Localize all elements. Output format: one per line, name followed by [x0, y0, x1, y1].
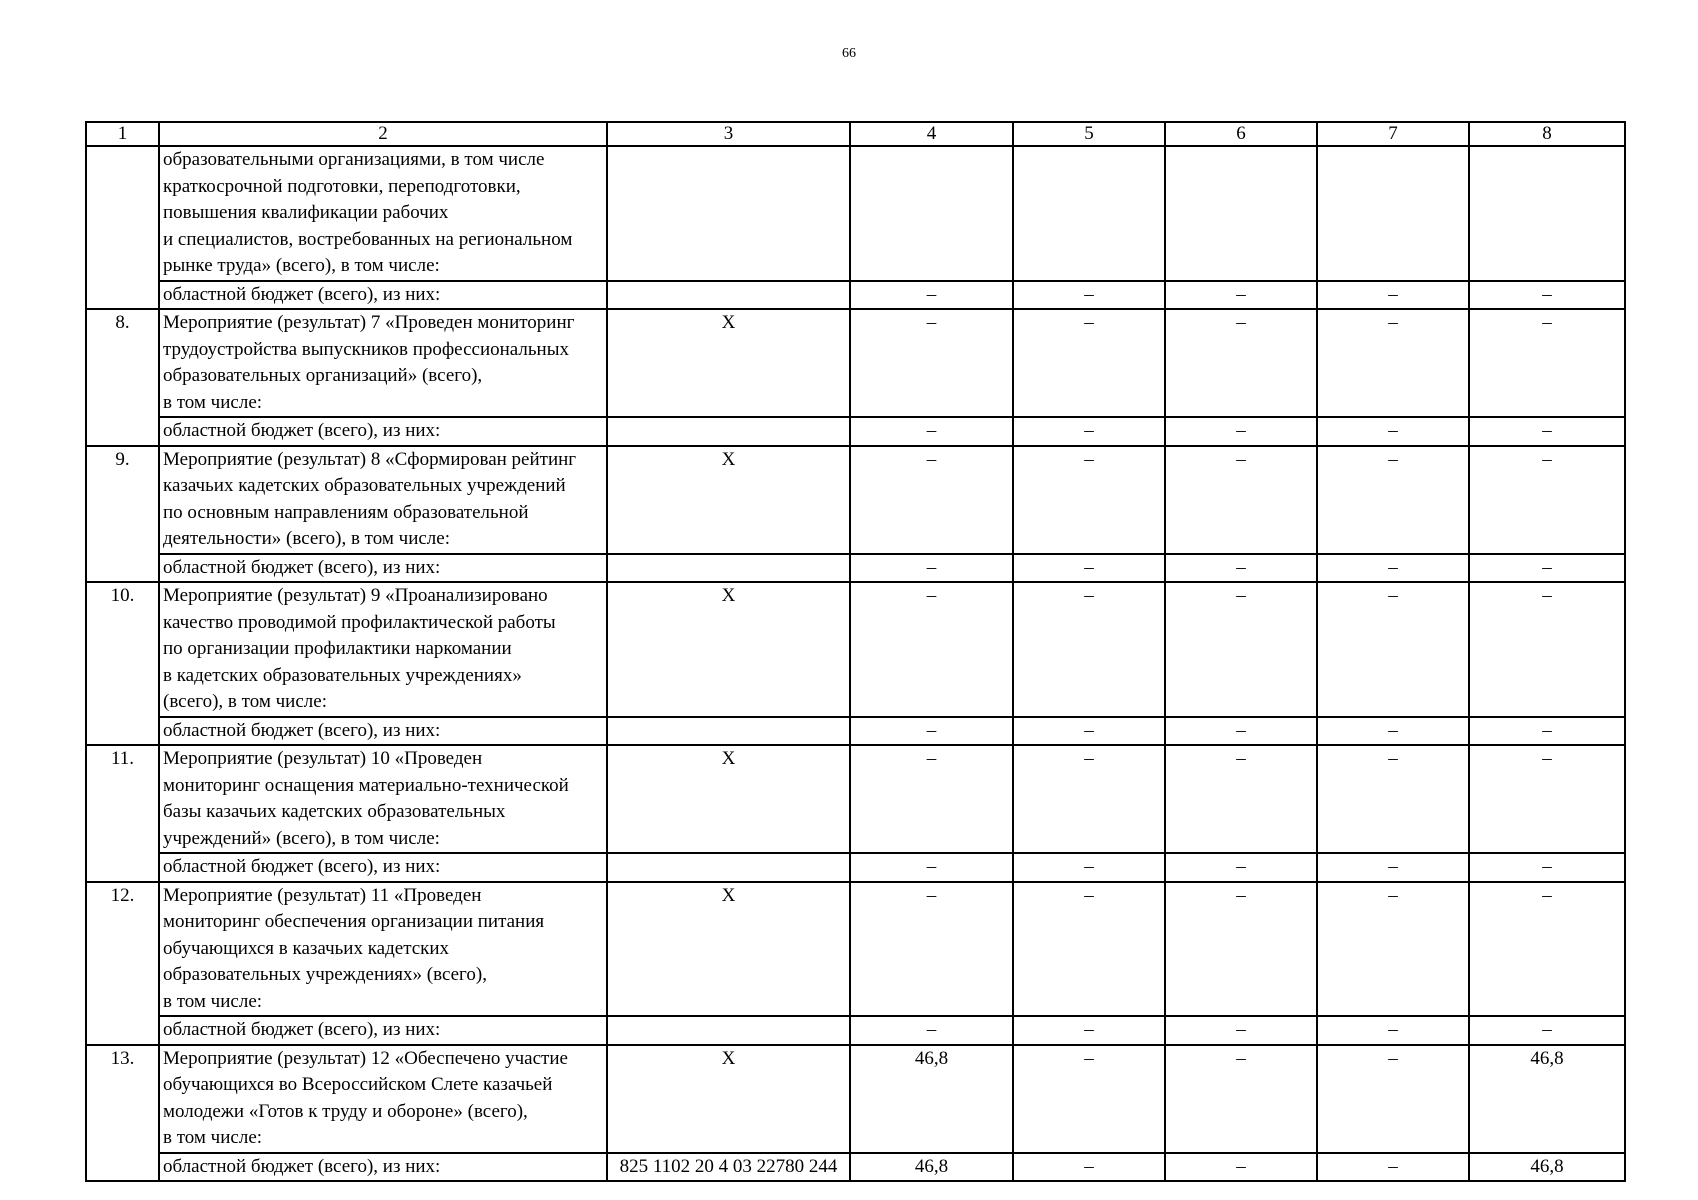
subrow-label: областной бюджет (всего), из них:: [159, 417, 607, 446]
header-cell-8: 8: [1469, 122, 1625, 146]
subrow-label: областной бюджет (всего), из них:: [159, 717, 607, 746]
code-cell: Х: [607, 882, 850, 1017]
value-cell: –: [1317, 446, 1469, 554]
description-line: краткосрочной подготовки, переподготовки,: [163, 175, 521, 197]
table-row: [86, 1045, 1625, 1153]
value-cell: –: [850, 745, 1013, 853]
value-cell: 46,8: [850, 1153, 1013, 1182]
value-cell: –: [1317, 1016, 1469, 1045]
subrow-label: областной бюджет (всего), из них:: [159, 281, 607, 310]
table-subrow: [86, 417, 1625, 446]
row-number-cell: [86, 146, 159, 309]
value-cell: –: [1013, 745, 1165, 853]
activity-description: [159, 745, 607, 853]
code-cell: Х: [607, 745, 850, 853]
table-row: [86, 582, 1625, 717]
header-cell-6: 6: [1165, 122, 1317, 146]
table-subrow: [86, 554, 1625, 583]
value-cell: –: [1013, 1153, 1165, 1182]
description-line: в том числе:: [163, 1127, 263, 1148]
value-cell: –: [1013, 281, 1165, 310]
code-cell: Х: [607, 1045, 850, 1153]
value-cell: [1317, 146, 1469, 281]
description-line: Мероприятие (результат) 7 «Проведен мониторинг: [163, 312, 575, 333]
value-cell: –: [1013, 1016, 1165, 1045]
code-cell: 825 1102 20 4 03 22780 244: [607, 1153, 850, 1182]
value-cell: –: [850, 717, 1013, 746]
value-cell: –: [1013, 554, 1165, 583]
description-line: (всего), в том числе:: [163, 691, 327, 712]
value-cell: –: [1013, 417, 1165, 446]
value-cell: –: [1165, 309, 1317, 417]
value-cell: 46,8: [850, 1045, 1013, 1153]
description-line: Мероприятие (результат) 12 «Обеспечено участие: [163, 1047, 568, 1069]
value-cell: –: [1469, 882, 1625, 1017]
description-line: повышения квалификации рабочих: [163, 202, 449, 223]
table-row: [86, 446, 1625, 554]
description-line: мониторинг оснащения материально-технической: [163, 774, 569, 796]
description-line: качество проводимой профилактической работы: [163, 611, 556, 633]
table-row: [86, 745, 1625, 853]
table-subrow: [86, 853, 1625, 882]
header-row: [86, 122, 1625, 146]
value-cell: –: [1469, 1016, 1625, 1045]
description-line: обучающихся во Всероссийском Слете казачьей: [163, 1074, 553, 1095]
description-line: по организации профилактики наркомании: [163, 638, 512, 659]
row-number: 12.: [86, 882, 159, 1045]
value-cell: –: [850, 309, 1013, 417]
value-cell: –: [1317, 882, 1469, 1017]
header-cell-2: 2: [159, 122, 607, 146]
description-line: молодежи «Готов к труду и обороне» (всего),: [163, 1100, 528, 1122]
value-cell: –: [1165, 882, 1317, 1017]
subrow-label: областной бюджет (всего), из них:: [159, 1153, 607, 1182]
value-cell: –: [1165, 1045, 1317, 1153]
row-number: 9.: [86, 446, 159, 583]
value-cell: –: [1165, 554, 1317, 583]
code-cell: Х: [607, 582, 850, 717]
description-line: Мероприятие (результат) 10 «Проведен: [163, 748, 483, 769]
value-cell: –: [1469, 309, 1625, 417]
activity-description: [159, 146, 607, 281]
activity-description: [159, 582, 607, 717]
value-cell: –: [1013, 882, 1165, 1017]
value-cell: –: [850, 446, 1013, 554]
value-cell: –: [1469, 745, 1625, 853]
description-line: мониторинг обеспечения организации питания: [163, 911, 545, 932]
description-line: базы казачьих кадетских образовательных: [163, 801, 506, 822]
code-cell: [607, 281, 850, 310]
value-cell: –: [1469, 717, 1625, 746]
value-cell: –: [1165, 417, 1317, 446]
value-cell: –: [1165, 1016, 1317, 1045]
row-number: 13.: [86, 1045, 159, 1182]
header-cell-7: 7: [1317, 122, 1469, 146]
value-cell: –: [850, 882, 1013, 1017]
page-number: 66: [842, 46, 856, 61]
description-line: Мероприятие (результат) 11 «Проведен: [163, 884, 482, 906]
value-cell: –: [1317, 309, 1469, 417]
value-cell: –: [1469, 281, 1625, 310]
value-cell: –: [1317, 582, 1469, 717]
description-line: и специалистов, востребованных на региональном: [163, 228, 573, 250]
description-line: образовательных организаций» (всего),: [163, 365, 483, 386]
table-row: [86, 309, 1625, 417]
value-cell: –: [1317, 1045, 1469, 1153]
value-cell: –: [1165, 582, 1317, 717]
row-number: 11.: [86, 745, 159, 882]
table-subrow-continuation: [86, 281, 1625, 310]
value-cell: –: [1317, 281, 1469, 310]
value-cell: –: [850, 853, 1013, 882]
description-line: Мероприятие (результат) 9 «Проанализировано: [163, 585, 548, 606]
description-line: в том числе:: [163, 990, 263, 1012]
subrow-label: областной бюджет (всего), из них:: [159, 853, 607, 882]
value-cell: –: [1317, 554, 1469, 583]
value-cell: –: [1317, 853, 1469, 882]
table-subrow: [86, 717, 1625, 746]
budget-table: [85, 121, 1626, 1182]
value-cell: –: [1165, 717, 1317, 746]
value-cell: –: [1317, 745, 1469, 853]
value-cell: [1469, 146, 1625, 281]
value-cell: –: [850, 1016, 1013, 1045]
description-line: трудоустройства выпускников профессиональных: [163, 338, 569, 360]
value-cell: 46,8: [1469, 1045, 1625, 1153]
value-cell: –: [1013, 717, 1165, 746]
value-cell: –: [1317, 1153, 1469, 1182]
table-row-continuation: [86, 146, 1625, 281]
row-number: 8.: [86, 309, 159, 446]
description-line: Мероприятие (результат) 8 «Сформирован рейтинг: [163, 448, 577, 470]
activity-description: [159, 446, 607, 554]
table-row: [86, 882, 1625, 1017]
description-line: в том числе:: [163, 391, 263, 413]
code-cell: [607, 1016, 850, 1045]
header-cell-5: 5: [1013, 122, 1165, 146]
description-line: образовательными организациями, в том числе: [163, 149, 545, 170]
header-cell-4: 4: [850, 122, 1013, 146]
code-cell: [607, 146, 850, 281]
value-cell: –: [1165, 446, 1317, 554]
value-cell: –: [1013, 582, 1165, 717]
value-cell: 46,8: [1469, 1153, 1625, 1182]
value-cell: –: [850, 554, 1013, 583]
value-cell: –: [1013, 853, 1165, 882]
value-cell: –: [1165, 281, 1317, 310]
activity-description: [159, 882, 607, 1017]
value-cell: –: [1013, 446, 1165, 554]
row-number: 10.: [86, 582, 159, 745]
value-cell: –: [1013, 309, 1165, 417]
header-cell-3: 3: [607, 122, 850, 146]
header-cell-1: 1: [86, 122, 159, 146]
value-cell: –: [1469, 554, 1625, 583]
subrow-label: областной бюджет (всего), из них:: [159, 1016, 607, 1045]
description-line: образовательных учреждениях» (всего),: [163, 964, 487, 985]
code-cell: [607, 417, 850, 446]
code-cell: Х: [607, 446, 850, 554]
value-cell: –: [1469, 446, 1625, 554]
description-line: деятельности» (всего), в том числе:: [163, 528, 450, 549]
code-cell: [607, 853, 850, 882]
description-line: по основным направлениям образовательной: [163, 501, 529, 523]
value-cell: –: [1469, 853, 1625, 882]
value-cell: –: [850, 281, 1013, 310]
value-cell: –: [1317, 417, 1469, 446]
subrow-label: областной бюджет (всего), из них:: [159, 554, 607, 583]
description-line: рынке труда» (всего), в том числе:: [163, 255, 440, 276]
value-cell: [850, 146, 1013, 281]
value-cell: –: [850, 417, 1013, 446]
code-cell: Х: [607, 309, 850, 417]
value-cell: –: [850, 582, 1013, 717]
value-cell: –: [1469, 417, 1625, 446]
value-cell: –: [1165, 853, 1317, 882]
value-cell: –: [1165, 1153, 1317, 1182]
value-cell: –: [1165, 745, 1317, 853]
value-cell: –: [1013, 1045, 1165, 1153]
code-cell: [607, 554, 850, 583]
code-cell: [607, 717, 850, 746]
activity-description: [159, 309, 607, 417]
value-cell: –: [1317, 717, 1469, 746]
description-line: обучающихся в казачьих кадетских: [163, 937, 450, 959]
description-line: в кадетских образовательных учреждениях»: [163, 664, 522, 686]
activity-description: [159, 1045, 607, 1153]
value-cell: [1165, 146, 1317, 281]
value-cell: –: [1469, 582, 1625, 717]
table-subrow: [86, 1153, 1625, 1182]
description-line: учреждений» (всего), в том числе:: [163, 827, 440, 849]
description-line: казачьих кадетских образовательных учреждений: [163, 475, 566, 496]
value-cell: [1013, 146, 1165, 281]
table-subrow: [86, 1016, 1625, 1045]
